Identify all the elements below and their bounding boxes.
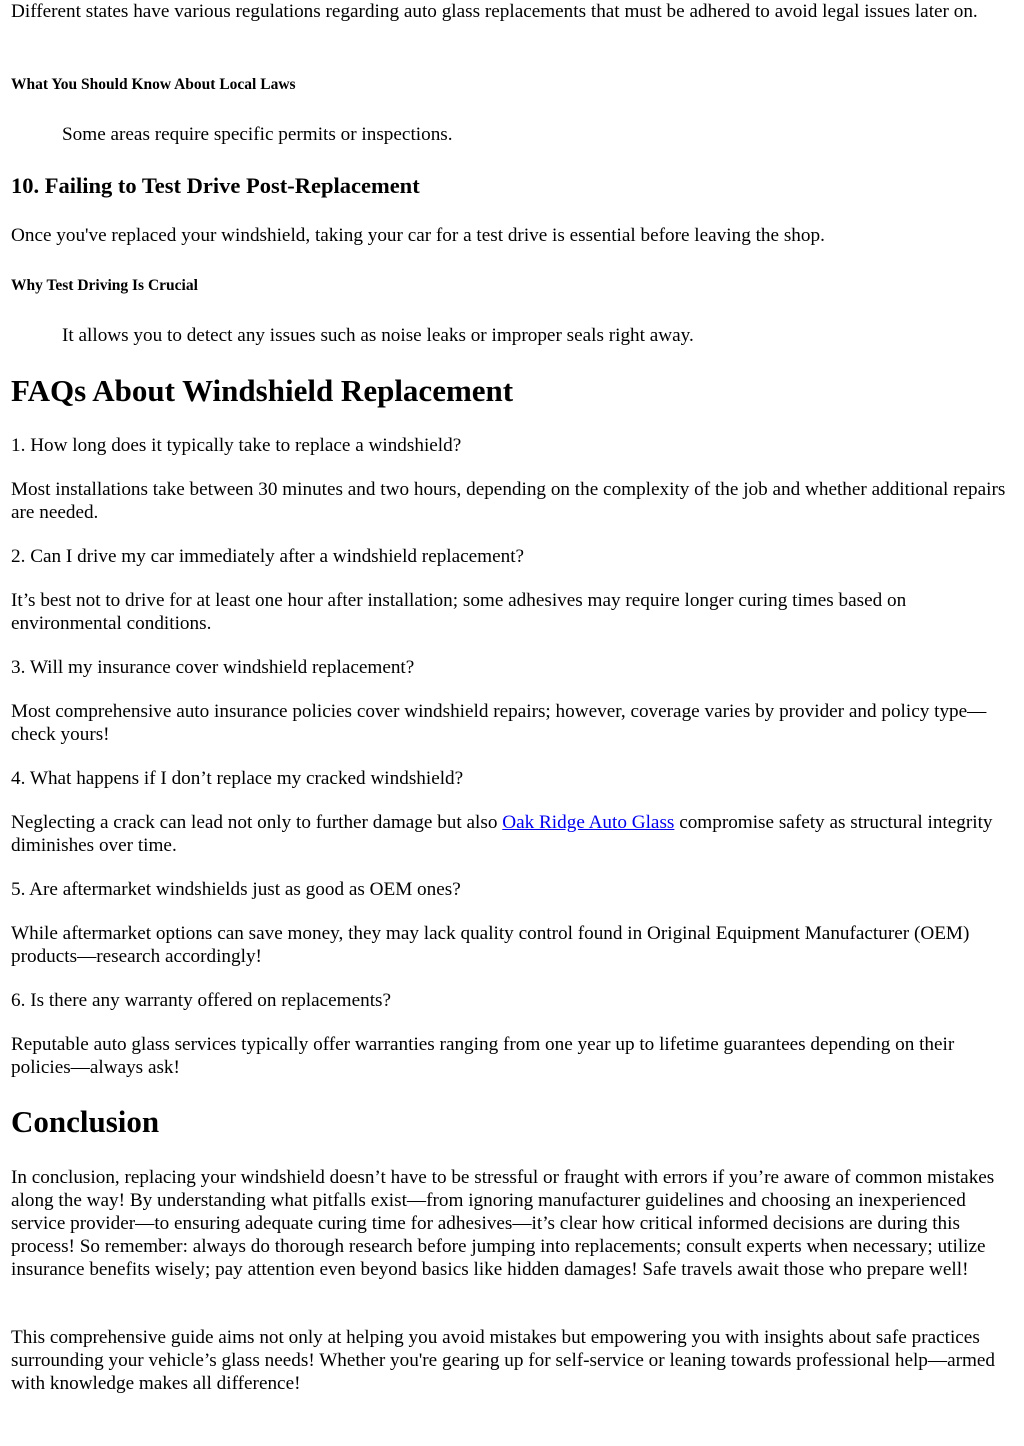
faqs-heading: FAQs About Windshield Replacement	[11, 373, 514, 408]
local-laws-heading: What You Should Know About Local Laws	[11, 76, 296, 93]
local-laws-quote: Some areas require specific permits or inspections.	[62, 124, 453, 145]
faq-answer-5: While aftermarket options can save money, they may lack quality control found in Original Equipment Manufacturer (OEM) products—research accordingly!	[11, 923, 970, 967]
faq-question-6: 6. Is there any warranty offered on replacements?	[11, 990, 392, 1011]
conclusion-paragraph-2: This comprehensive guide aims not only at helping you avoid mistakes but empowering you with insights about safe practices surrounding your vehicle’s glass needs! Whether you're gearing up for self-service or leaning towards professional help—armed with knowledge makes all difference!	[11, 1327, 996, 1394]
faq-question-3: 3. Will my insurance cover windshield replacement?	[11, 657, 415, 678]
faq-answer-4-before: Neglecting a crack can lead not only to further damage but also	[11, 812, 503, 833]
faq-answer-6: Reputable auto glass services typically offer warranties ranging from one year up to lifetime guarantees depending on their policies—always ask!	[11, 1034, 955, 1078]
faq-question-5: 5. Are aftermarket windshields just as good as OEM ones?	[11, 879, 461, 900]
conclusion-paragraph-1: In conclusion, replacing your windshield doesn’t have to be stressful or fraught with errors if you’re aware of common mistakes along the way! By understanding what pitfalls exist—from ignoring manufacturer guidelines and choosing an inexperienced service provider—to ensuring adequate curing time for adhesives—it’s clear how critical informed decisions are during this process! So remember: always do thorough research before jumping into replacements; consult experts when necessary; utilize insurance benefits wisely; pay attention even beyond basics like hidden damages! Safe travels await those who prepare well!	[11, 1167, 995, 1280]
faq-answer-4-after: compromise safety as structural integrity diminishes over time.	[11, 812, 993, 856]
conclusion-heading: Conclusion	[11, 1104, 160, 1139]
faq-question-2: 2. Can I drive my car immediately after a windshield replacement?	[11, 546, 525, 567]
section-10-paragraph: Once you've replaced your windshield, taking your car for a test drive is essential before leaving the shop.	[11, 225, 825, 246]
test-driving-heading: Why Test Driving Is Crucial	[11, 277, 198, 294]
faq-answer-3: Most comprehensive auto insurance policies cover windshield repairs; however, coverage varies by provider and policy type—check yours!	[11, 701, 987, 745]
faq-answer-2: It’s best not to drive for at least one hour after installation; some adhesives may require longer curing times based on environmental conditions.	[11, 590, 907, 634]
intro-paragraph: Different states have various regulations regarding auto glass replacements that must be adhered to avoid legal issues later on.	[11, 1, 978, 22]
test-driving-quote: It allows you to detect any issues such as noise leaks or improper seals right away.	[62, 325, 694, 346]
faq-answer-4	[11, 811, 1008, 857]
faq-question-4: 4. What happens if I don’t replace my cracked windshield?	[11, 768, 464, 789]
section-10-heading: 10. Failing to Test Drive Post-Replacement	[11, 173, 420, 198]
faq-answer-1: Most installations take between 30 minutes and two hours, depending on the complexity of the job and whether additional repairs are needed.	[11, 479, 1006, 523]
faq-question-1: 1. How long does it typically take to replace a windshield?	[11, 435, 462, 456]
oak-ridge-auto-glass-link[interactable]: Oak Ridge Auto Glass	[502, 812, 675, 833]
